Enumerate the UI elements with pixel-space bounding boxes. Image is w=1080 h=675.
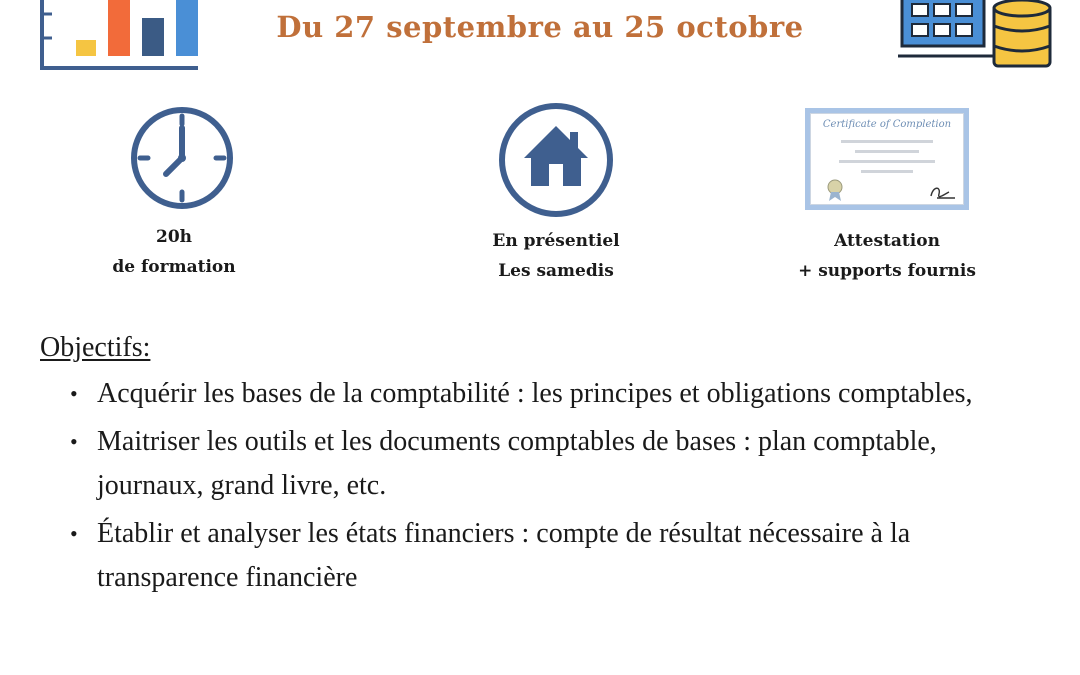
bullet-icon: • bbox=[70, 381, 78, 406]
list-item bbox=[70, 372, 1050, 416]
database-icon bbox=[898, 0, 1058, 74]
objectives-title: Objectifs: bbox=[40, 332, 151, 363]
feature-attestation-line2: + supports fournis bbox=[798, 261, 976, 281]
clock-icon bbox=[128, 104, 236, 212]
feature-format-line1: En présentiel bbox=[492, 231, 620, 251]
objective-text: Acquérir les bases de la comptabilité : les principes et obligations comptables, bbox=[97, 378, 973, 409]
date-range: Du 27 septembre au 25 octobre bbox=[276, 10, 804, 44]
certificate-title: Certificate of Completion bbox=[822, 119, 952, 130]
objective-text: Établir et analyser les états financiers : compte de résultat nécessaire à la transparence financière bbox=[97, 518, 911, 593]
feature-format-line2: Les samedis bbox=[498, 261, 614, 281]
feature-attestation bbox=[766, 226, 1008, 286]
list-item bbox=[70, 420, 1050, 508]
bullet-icon: • bbox=[70, 429, 78, 454]
bullet-icon: • bbox=[70, 521, 78, 546]
objectives-list bbox=[70, 372, 1050, 604]
certificate-icon bbox=[805, 108, 969, 210]
feature-attestation-line1: Attestation bbox=[834, 231, 940, 251]
feature-duration-line2: de formation bbox=[112, 257, 236, 277]
objective-text: Maitriser les outils et les documents comptables de bases : plan comptable, journaux, grand livre, etc. bbox=[97, 426, 937, 501]
feature-duration-line1: 20h bbox=[155, 227, 193, 247]
home-icon bbox=[496, 100, 616, 220]
list-item bbox=[70, 512, 1050, 600]
feature-format bbox=[446, 226, 666, 286]
feature-duration bbox=[74, 222, 274, 282]
